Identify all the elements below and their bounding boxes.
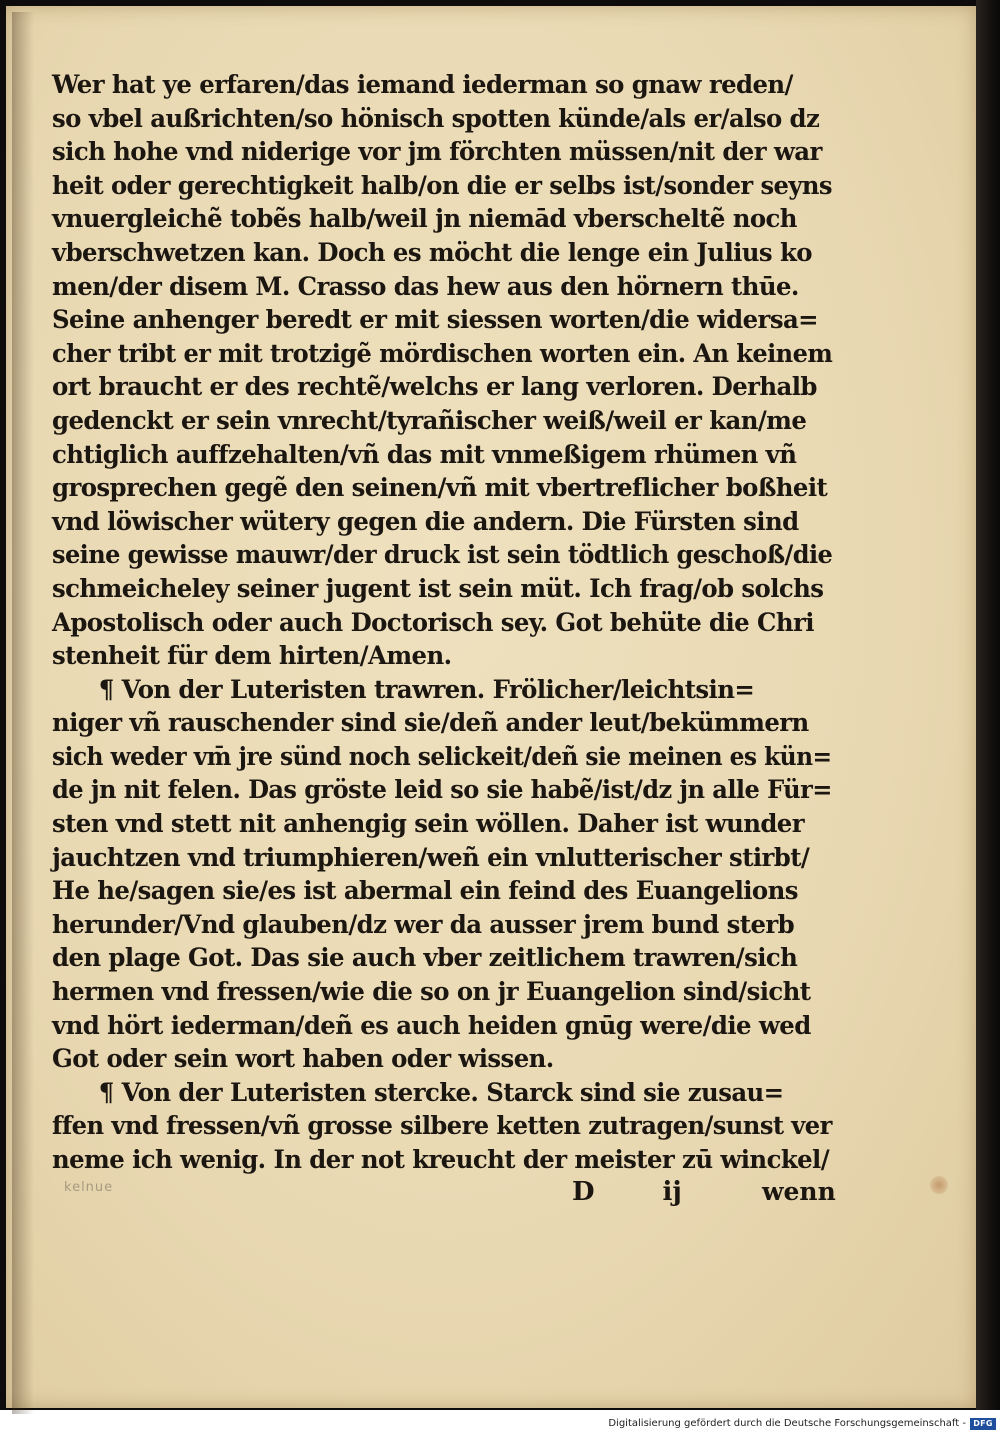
text-line: vnd hört iederman/deñ es auch heiden gnūg were/die wed xyxy=(52,1010,811,1040)
text-line: grosprechen gegẽ den seinen/vñ mit vbertreflicher boßheit xyxy=(52,473,828,503)
gutter-shadow xyxy=(12,12,34,1414)
text-line: ¶ Von der Luteristen trawren. Frölicher/leichtsin= xyxy=(98,674,755,704)
page-edge xyxy=(976,0,1000,1410)
text-line: den plage Got. Das sie auch vber zeitlichem trawren/sich xyxy=(52,943,798,973)
text-line: He he/sagen sie/es ist abermal ein feind des Euangelions xyxy=(52,876,798,906)
text-line: herunder/Vnd glauben/dz wer da ausser jrem bund sterb xyxy=(52,909,795,939)
text-line: de jn nit felen. Das gröste leid so sie habẽ/ist/dz jn alle Für= xyxy=(52,775,832,805)
text-line: sich hohe vnd niderige vor jm förchten müssen/nit der war xyxy=(52,137,822,167)
text-line: vnuergleichẽ tobẽs halb/weil jn niemād vberscheltẽ noch xyxy=(52,204,797,234)
text-line: vberschwetzen kan. Doch es möcht die lenge ein Julius ko xyxy=(52,237,812,267)
text-line: Seine anhenger beredt er mit siessen worten/die widersa= xyxy=(52,305,818,335)
signature-letter: D xyxy=(572,1177,595,1207)
body-text xyxy=(52,68,852,1177)
text-line: gedenckt er sein vnrecht/tyrañischer weiß/weil er kan/me xyxy=(52,405,807,435)
text-line: so vbel außrichten/so hönisch spotten künde/als er/also dz xyxy=(52,103,820,133)
text-line: cher tribt er mit trotzigẽ mördischen worten ein. An keinem xyxy=(52,338,833,368)
text-line: hermen vnd fressen/wie die so on jr Euangelion sind/sicht xyxy=(52,977,811,1007)
text-line: heit oder gerechtigkeit halb/on die er selbs ist/sonder seyns xyxy=(52,170,832,200)
text-line: schmeicheley seiner jugent ist sein müt. Ich frag/ob solchs xyxy=(52,573,824,603)
text-line: ort braucht er des rechtẽ/welchs er lang verloren. Derhalb xyxy=(52,372,817,402)
dfg-logo: DFG xyxy=(970,1418,996,1430)
text-line: jauchtzen vnd triumphieren/weñ ein vnlutterischer stirbt/ xyxy=(52,842,810,872)
signature-mark xyxy=(572,1172,682,1212)
signature-number: ij xyxy=(662,1177,682,1207)
text-line: vnd löwischer wütery gegen die andern. Die Fürsten sind xyxy=(52,506,799,536)
catchword: wenn xyxy=(762,1177,836,1206)
text-line: ¶ Von der Luteristen stercke. Starck sind sie zusau= xyxy=(98,1077,784,1107)
text-line: niger vñ rauschender sind sie/deñ ander leut/bekümmern xyxy=(52,708,809,738)
text-line: seine gewisse mauwr/der druck ist sein tödtlich geschoß/die xyxy=(52,540,833,570)
text-line: sten vnd stett nit anhengig sein wöllen. Daher ist wunder xyxy=(52,809,804,839)
text-line: ffen vnd fressen/vñ grosse silbere ketten zutragen/sunst ver xyxy=(52,1111,832,1141)
text-line: Got oder sein wort haben oder wissen. xyxy=(52,1044,554,1074)
text-line: Wer hat ye erfaren/das iemand iederman so gnaw reden/ xyxy=(52,70,793,99)
text-line: stenheit für dem hirten/Amen. xyxy=(52,641,452,671)
digitization-credit: Digitalisierung gefördert durch die Deutsche Forschungsgemeinschaft - xyxy=(608,1418,966,1429)
foxing-spot xyxy=(930,1176,948,1194)
pencil-note: kelnue xyxy=(64,1180,114,1195)
text-line: chtiglich auffzehalten/vñ das mit vnmeßigem rhümen vñ xyxy=(52,439,797,469)
text-line: sich weder vm̄ jre sünd noch selickeit/deñ sie meinen es kün= xyxy=(52,741,832,771)
text-line: neme ich wenig. In der not kreucht der meister zū winckel/ xyxy=(52,1145,830,1174)
text-line: Apostolisch oder auch Doctorisch sey. Got behüte die Chri xyxy=(52,607,814,637)
text-line: men/der disem M. Crasso das hew aus den hörnern thūe. xyxy=(52,271,799,301)
